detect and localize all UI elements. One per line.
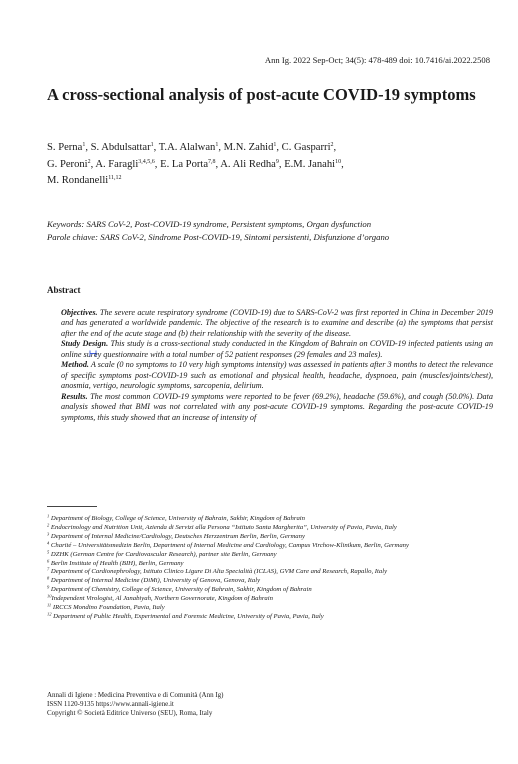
- footnote: $^4$ Charité – Universitätsmedizin Berlin, Department of Internal Medicine and Cardiology, Campus Virchow-Klinikum, Berlin, Germany: [47, 540, 409, 549]
- affiliation-footnotes: [47, 515, 497, 622]
- footnote: $^6$ Berlin Institute of Health (BIH), Berlin, Germany: [47, 558, 184, 567]
- footnote: $^{10}$Independent Virologist, Al Janabiyah, Northern Governorate, Kingdom of Bahrain: [47, 593, 273, 603]
- footnote: $^8$ Department of Internal Medicine (DiMi), University of Genova, Genova, Italy: [47, 575, 261, 585]
- footnote: $^3$ Department of Internal Medicine/Cardiology, Deutsches Herzzentrum Berlin, Berlin, Germany: [47, 531, 305, 540]
- abstract-body: [61, 308, 493, 423]
- keywords-block: [47, 218, 507, 243]
- abstract-results: Results. The most common COVID-19 symptoms were reported to be fever (69.2%), headache (59.6%), and cough (50.0%). Data analysis showed that BMI was not correlated with any post-acute COVID-19 symptoms. Regarding the post-acute COVID-19 symptoms, this study showed that an increase of intensity of: [61, 391, 493, 422]
- keywords-english: Keywords: SARS CoV-2, Post-COVID-19 syndrome, Persistent symptoms, Organ dysfunction: [47, 219, 372, 229]
- footnote: $^7$ Department of Cardionephrology, Istituto Clinico Ligure Di Alta Specialità (ICLAS), GVM Care and Research, Rapallo, Italy: [47, 566, 388, 576]
- author: A. Faragli$^{3,4,5,6}$,: [95, 158, 161, 170]
- journal-citation: Ann Ig. 2022 Sep-Oct; 34(5): 478-489 doi: 10.7416/ai.2022.2508: [264, 55, 490, 65]
- author: S. Abdulsattar$^1$,: [90, 142, 159, 153]
- author: G. Peroni$^2$,: [47, 158, 96, 170]
- article-title: A cross-sectional analysis of post-acute COVID-19 symptoms: [47, 85, 476, 104]
- keywords-italian: Parole chiave: SARS CoV-2, Sindrome Post-COVID-19, Sintomi persistenti, Disfunzione d’organo: [47, 231, 390, 242]
- author: E. La Porta$^{7,8}$,: [160, 158, 221, 170]
- footnote-divider: [47, 506, 97, 507]
- abstract-method: Method. A scale (0 no symptoms to 10 very high symptoms intensity) was assessed in patients after 3 months to detect the relevance of specific symptoms post-COVID-19 such as emotional and physical health, headache, dyspnoea, pain (muscles/joints/chest), anosmia, vertigo, neurologic symptoms, sarcopenia, delirium.: [61, 360, 493, 391]
- author: C. Gasparri$^2$,: [281, 142, 337, 153]
- footnote: $^{12}$ Department of Public Health, Experimental and Forensic Medicine, University of Pavia, Pavia, Italy: [47, 611, 324, 620]
- footnote: $^5$ DZHK (German Centre for Cardiovascular Research), partner site Berlin, Germany: [47, 549, 277, 558]
- journal-issn: ISSN 1120-9135 https://www.annali-igiene.it: [47, 700, 174, 709]
- abstract-study-design: Study Design. This study is a cross-sectional study conducted in the Kingdom of Bahrain on COVID-19 infected patients using an online surey questionnaire with a total number of 52 patient responses (29 females and 23 males).: [61, 339, 493, 359]
- author: M. Rondanelli$^{11,12}$: [47, 175, 122, 186]
- author: M.N. Zahid$^1$,: [223, 142, 282, 153]
- abstract-objectives: Objectives. The severe acute respiratory syndrome (COVID-19) due to SARS-CoV-2 was first reported in China in December 2019 and has generated a worldwide pandemic. The objective of the research is to examine and describe (a) the symptoms that persist after the end of the acute stage and (b) their relationship with the severity of the disease.: [61, 308, 493, 338]
- abstract-heading: Abstract: [47, 285, 81, 295]
- author: S. Perna$^1$,: [47, 142, 91, 153]
- journal-copyright: Copyright © Società Editrice Universo (SEU), Roma, Italy: [47, 709, 213, 718]
- journal-info: [47, 691, 224, 719]
- author-list: [47, 140, 502, 190]
- author: A. Ali Redha$^9$,: [220, 158, 285, 170]
- footnote: $^9$ Department of Chemistry, College of Science, University of Bahrain, Sakhir, Kingdom of Bahrain: [47, 584, 312, 594]
- footnote: $^2$ Endocrinology and Nutrition Unit, Azienda di Servizi alla Persona “Istituto Santa Margherita”, University of Pavia, Pavia, Italy: [47, 522, 397, 531]
- author: E.M. Janahi$^{10}$,: [284, 158, 344, 170]
- journal-name: Annali di Igiene : Medicina Preventiva e di Comunità (Ann Ig): [47, 691, 224, 699]
- author: T.A. Alalwan$^1$,: [158, 142, 224, 153]
- footnote: $^1$ Department of Biology, College of Science, University of Bahrain, Sakhir, Kingdom of Bahrain: [47, 513, 306, 522]
- footnote: $^{11}$ IRCCS Mondino Foundation, Pavia, Italy: [47, 602, 165, 612]
